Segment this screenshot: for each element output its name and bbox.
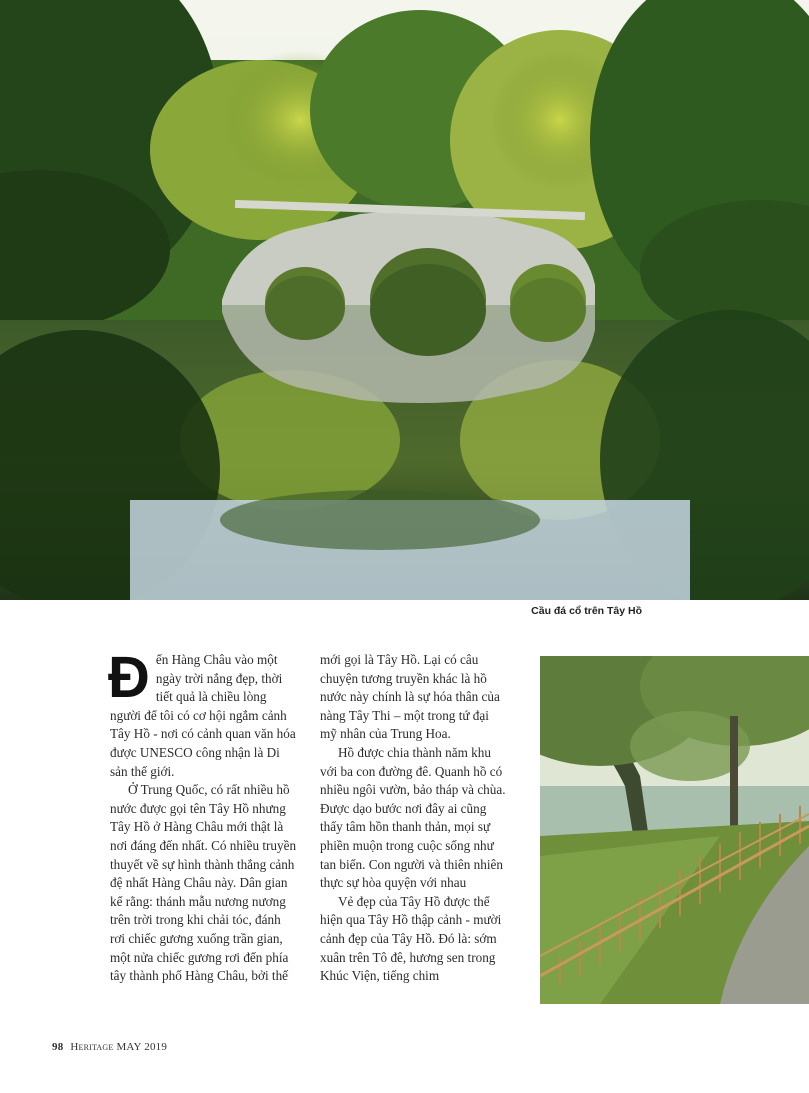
page-footer [52, 1041, 167, 1053]
page-number: 98 [52, 1041, 64, 1053]
article-paragraph: Hồ được chia thành năm khu với ba con đường đê. Quanh hồ có nhiều ngôi vườn, bảo tháp và chùa. Được dạo bước nơi đây ai cũng thấy tâm hồn thanh thản, mọi sự phiền muộn trong cuộc sống như tan biến. Con người và thiên nhiên thực sự hòa quyện với nhau [320, 744, 506, 891]
drop-cap: Đ [108, 645, 150, 710]
article-column-1 [108, 645, 298, 986]
article-paragraph [108, 645, 298, 781]
article-paragraph: Ở Trung Quốc, có rất nhiều hồ nước được gọi tên Tây Hồ nhưng Tây Hồ ở Hàng Châu mới thật là nơi đáng đến nhất. Có nhiều truyền thuyết về sự hình thành thắng cảnh đệ nhất Hàng Châu này. Dân gian kể rằng: thánh mẫu nương nương trên trời trong khi chải tóc, đánh rơi chiếc gương xuống trần gian, một nửa chiếc gương rơi đến phía tây thành phố Hàng Châu, bởi thế [110, 782, 297, 984]
paragraph-text: ến Hàng Châu vào một ngày trời nắng đẹp, thời tiết quả là chiều lòng người để tôi có cơ hội ngắm cảnh Tây Hồ - nơi có cảnh quan văn hóa được UNESCO công nhận là Di sản thế giới. [110, 652, 296, 779]
issue-date: MAY 2019 [116, 1041, 168, 1053]
article-paragraph: Vẻ đẹp của Tây Hồ được thể hiện qua Tây Hồ thập cảnh - mười cảnh đẹp của Tây Hồ. Đó là: sớm xuân trên Tô đê, hương sen trong Khúc Viện, tiếng chim [320, 893, 502, 984]
side-photo-lakeside-path [540, 656, 809, 1004]
photo-caption: Cầu đá cổ trên Tây Hồ [531, 605, 642, 617]
magazine-name: Heritage [70, 1041, 114, 1053]
article-paragraph: mới gọi là Tây Hồ. Lại có câu chuyện tương truyền khác là hồ nước này chính là sự hóa thân của nàng Tây Thi – một trong tứ đại mỹ nhân của Trung Hoa. [320, 652, 500, 742]
article-column-2 [320, 651, 508, 986]
